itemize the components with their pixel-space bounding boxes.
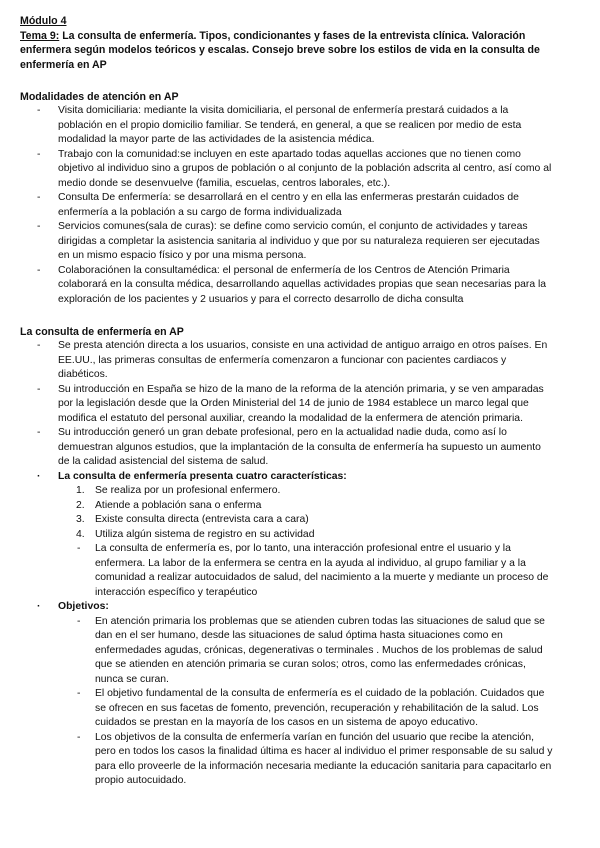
module-title: Módulo 4 bbox=[20, 15, 67, 27]
characteristics-heading: · La consulta de enfermería presenta cuatro características: bbox=[37, 470, 347, 482]
section-heading-modalidades: Modalidades de atención en AP bbox=[20, 90, 179, 103]
numbered-item: 4. Utiliza algún sistema de registro en su actividad bbox=[76, 528, 315, 540]
list-item: - Su introducción en España se hizo de la mano de la reforma de la atención primaria, y se ven amparadas por la legislación desde que la Orden Ministerial del 14 de junio de 1984 establece un marco legal que modifica el estatuto del personal auxiliar, creando la modalidad de la enfermera de atención primaria. bbox=[37, 383, 544, 424]
list-item: - Servicios comunes(sala de curas): se define como servicio común, el conjunto de actividades y tareas dirigidas a completar la asistencia sanitaria al individuo y que por su naturaleza requieren ser ejecutadas en un mismo espacio físico y por una misma persona. bbox=[37, 221, 540, 261]
characteristics-note: - La consulta de enfermería es, por lo tanto, una interacción profesional entre el usuario y la enfermera. La labor de la enfermera se centra en la ayuda al individuo, al grupo familiar y a la comunidad a realizar autocuidados de salud, del nacimiento a la muerte y mediante un proceso de interacción específico y terapéutico bbox=[77, 543, 549, 598]
document-page bbox=[20, 14, 580, 789]
numbered-item: 3. Existe consulta directa (entrevista cara a cara) bbox=[76, 514, 309, 525]
topic-title bbox=[20, 29, 580, 73]
list-item: - Colaboraciónen la consultamédica: el personal de enfermería de los Centros de Atención Primaria colaborará en la consulta médica, desarrollando aquellas actividades propias que sean necesarias para la exploración de los pacientes y 2 usuarios y para el correcto desarrollo de dicha consulta bbox=[37, 264, 547, 305]
numbered-item: 1. Se realiza por un profesional enfermero. bbox=[76, 485, 281, 496]
topic-text: La consulta de enfermería. Tipos, condicionantes y fases de la entrevista clínica. Valoración enfermera según modelos teóricos y escalas. Consejo breve sobre los estilos de vida en la consulta de enfermería en AP bbox=[20, 29, 540, 71]
section-heading-consulta: La consulta de enfermería en AP bbox=[20, 325, 184, 338]
list-item: - Su introducción generó un gran debate profesional, pero en la actualidad nadie duda, como así lo demuestran algunos estudios, que la implantación de la consulta de enfermería ha supuesto un aumento de la calidad asistencial del sistema de salud. bbox=[37, 427, 541, 467]
objective-item: - Los objetivos de la consulta de enfermería varían en función del usuario que recibe la atención, pero en todos los casos la finalidad última es hacer al individuo el primer responsable de su salud y para ello proveerle de la información necesaria mediante la educación sanitaria para capacitarlo en propio autocuidado. bbox=[77, 731, 553, 786]
numbered-item: 2. Atiende a población sana o enferma bbox=[76, 499, 262, 511]
topic-label: Tema 9: bbox=[20, 29, 60, 42]
objective-item: - En atención primaria los problemas que se atienden cubren todas las situaciones de salud que se dan en el ser humano, desde las situaciones de salud óptima hasta situaciones como en enfermedades agudas, crónicas, degenerativas o terminales . Muchos de los problemas de salud que se atienden en atención primaria se curan solos; otros, como las enfermedades crónicas, nunca se curan. bbox=[77, 615, 545, 685]
list-item: - Se presta atención directa a los usuarios, consiste en una actividad de antiguo arraigo en otros países. En EE.UU., las primeras consultas de enfermería comenzaron a funcionar con pacientes cardiacos y diabéticos. bbox=[37, 340, 548, 380]
list-item: - Consulta De enfermería: se desarrollará en el centro y en ella las enfermeras prestarán cuidados de enfermería a la población a su cargo de forma individualizada bbox=[37, 192, 519, 218]
objective-item: - El objetivo fundamental de la consulta de enfermería es el cuidado de la población. Cuidados que se ofrecen en sus facetas de fomento, prevención, recuperación y rehabilitación de la salud. Los cuidados se prestan en la mayoría de los casos en un sistema de apoyo educativo. bbox=[77, 688, 545, 728]
list-item: - Trabajo con la comunidad:se incluyen en este apartado todas aquellas acciones que no tienen como objetivo al individuo sino a grupos de población o al conjunto de la población adscrita al centro, así como al medio donde se desenvuelve (familia, escuelas, centros laborales, etc.). bbox=[37, 148, 552, 189]
modalidades-list bbox=[20, 104, 580, 307]
consulta-list bbox=[20, 339, 580, 789]
objectives-heading: · Objetivos: bbox=[37, 601, 109, 612]
list-item: - Visita domiciliaria: mediante la visita domiciliaria, el personal de enfermería prestará cuidados a la población en el propio domicilio familiar. Se tenderá, en general, a que se realicen por medio de esta modalidad la mayor parte de las actividades de la asistencia médica. bbox=[37, 105, 522, 145]
